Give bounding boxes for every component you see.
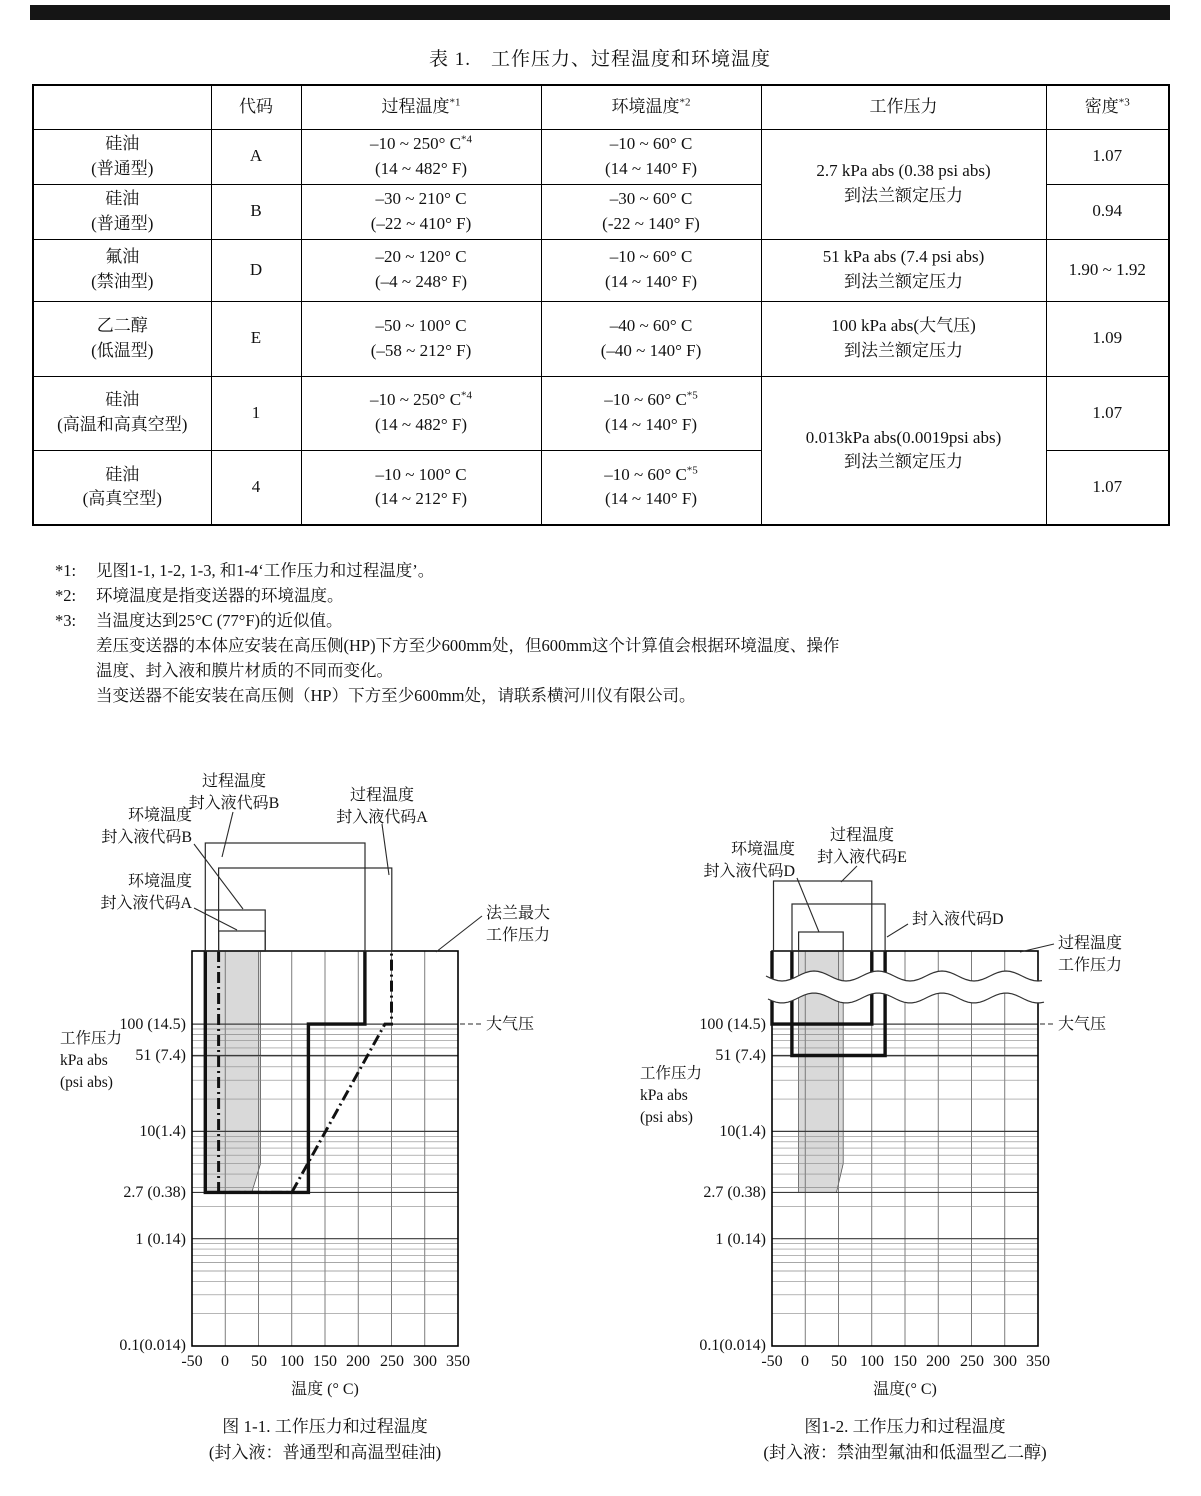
x-tick-label: 100: [280, 1353, 304, 1370]
y-tick-label: 1 (0.14): [715, 1231, 766, 1248]
y-axis-title: 工作压力: [640, 1065, 703, 1082]
y-tick-label: 2.7 (0.38): [703, 1184, 766, 1201]
cell-process-temp: –10 ~ 250° $C^{*4}$ (14 ~ 482° F): [301, 376, 541, 450]
header-ambient-temp: 环境温度$^{*2}$: [541, 85, 761, 129]
temp-box-code-D: [792, 904, 885, 951]
cell-ambient-temp: –10 ~ 60° C (14 ~ 140° F): [541, 239, 761, 301]
cell-process-temp: –50 ~ 100° C (–58 ~ 212° F): [301, 301, 541, 376]
cell-code: E: [211, 301, 301, 376]
callout-ambient-temp-B: 环境温度: [127, 807, 192, 824]
cell-fluid-name: 氟油 (禁油型): [33, 239, 211, 301]
cell-process-temp: –30 ~ 210° C (–22 ~ 410° F): [301, 184, 541, 239]
spec-table: [32, 84, 1170, 526]
footnote-3-continued: 差压变送器的本体应安装在高压侧(HP)下方至少600mm处，但600mm这个计算值会根据环境温度、操作: [96, 636, 840, 655]
x-tick-label: -50: [761, 1353, 783, 1370]
cell-ambient-temp: –10 ~ 60° C (14 ~ 140° F): [541, 129, 761, 184]
header-blank: [33, 85, 211, 129]
y-tick-label: 1 (0.14): [135, 1231, 186, 1248]
x-tick-label: 50: [251, 1353, 267, 1370]
x-tick-label: -50: [181, 1353, 203, 1370]
cell-density: 1.90 ~ 1.92: [1046, 239, 1169, 301]
leader-line: [194, 908, 237, 930]
figure-1-1-chart: [30, 748, 610, 1488]
table-title: 表 1. 工作压力、过程温度和环境温度: [428, 49, 771, 70]
table-row: [33, 301, 1169, 376]
cell-density: 0.94: [1046, 184, 1169, 239]
footnote-2: *2: 环境温度是指变送器的环境温度。: [55, 586, 344, 605]
x-tick-label: 300: [993, 1353, 1017, 1370]
callout-process-temp-E: 过程温度: [829, 827, 895, 844]
callout-process-temp-E: 封入液代码E: [817, 849, 907, 866]
callout-process-temp-B: 过程温度: [201, 773, 267, 790]
leader-line: [382, 824, 389, 875]
y-tick-label: 100 (14.5): [699, 1016, 766, 1033]
leader-line: [222, 812, 233, 857]
x-tick-label: 350: [1026, 1353, 1050, 1370]
leader-line: [797, 878, 819, 932]
x-axis-title: 温度 (° C): [291, 1381, 359, 1398]
y-axis-title: (psi abs): [60, 1074, 113, 1091]
x-tick-label: 100: [860, 1353, 884, 1370]
cell-code: 4: [211, 450, 301, 525]
x-tick-label: 150: [313, 1353, 337, 1370]
figure-caption-sub: (封入液：普通型和高温型硅油): [208, 1443, 442, 1462]
y-tick-label: 51 (7.4): [135, 1047, 186, 1064]
y-tick-label: 0.1(0.014): [119, 1337, 186, 1354]
figure-caption: 图 1-1. 工作压力和过程温度: [222, 1417, 428, 1436]
cell-density: 1.07: [1046, 450, 1169, 525]
table-header-row: [33, 85, 1169, 129]
y-tick-label: 0.1(0.014): [699, 1337, 766, 1354]
y-tick-label: 2.7 (0.38): [123, 1184, 186, 1201]
footnote-3-continued: 温度、封入液和膜片材质的不同而变化。: [96, 661, 393, 680]
callout-atmospheric-pressure: 大气压: [1058, 1016, 1107, 1033]
table-row: [33, 129, 1169, 184]
process-temp-box-code-E: [774, 881, 872, 951]
cell-fluid-name: 硅油 (高真空型): [33, 450, 211, 525]
figures-row: [30, 748, 1201, 1488]
cell-density: 1.07: [1046, 376, 1169, 450]
cell-density: 1.09: [1046, 301, 1169, 376]
callout-flange-max-pressure: 法兰最大: [486, 905, 551, 922]
callout-process-temp-pressure: 工作压力: [1058, 957, 1123, 974]
callout-ambient-temp-B: 封入液代码B: [101, 829, 192, 846]
callout-ambient-temp-A: 封入液代码A: [100, 895, 192, 912]
cell-ambient-temp: –10 ~ 60° $C^{*5}$ (14 ~ 140° F): [541, 450, 761, 525]
y-tick-label: 10(1.4): [719, 1123, 766, 1140]
x-tick-label: 0: [221, 1353, 229, 1370]
cell-fluid-name: 乙二醇 (低温型): [33, 301, 211, 376]
x-tick-label: 350: [446, 1353, 470, 1370]
cell-ambient-temp: –30 ~ 60° C (-22 ~ 140° F): [541, 184, 761, 239]
x-tick-label: 200: [346, 1353, 370, 1370]
callout-atmospheric-pressure: 大气压: [486, 1016, 535, 1033]
y-axis-title: kPa abs: [640, 1087, 688, 1104]
callout-fill-code-D: 封入液代码D: [912, 911, 1004, 928]
cell-fluid-name: 硅油 (普通型): [33, 129, 211, 184]
header-density: 密度$^{*3}$: [1046, 85, 1169, 129]
cell-fluid-name: 硅油 (普通型): [33, 184, 211, 239]
figure-caption-sub: (封入液：禁油型氟油和低温型乙二醇): [763, 1443, 1047, 1462]
x-tick-label: 0: [801, 1353, 809, 1370]
cell-working-pressure: 2.7 kPa abs (0.38 psi abs) 到法兰额定压力: [761, 129, 1046, 239]
leader-line: [841, 866, 857, 882]
cell-working-pressure: 51 kPa abs (7.4 psi abs) 到法兰额定压力: [761, 239, 1046, 301]
x-tick-label: 250: [380, 1353, 404, 1370]
footnote-1: *1: 见图1-1, 1-2, 1-3, 和1-4‘工作压力和过程温度’。: [55, 561, 435, 580]
cell-working-pressure: 0.013kPa abs(0.0019psi abs) 到法兰额定压力: [761, 376, 1046, 525]
footnote-3: *3: 当温度达到25°C (77°F)的近似值。: [55, 611, 343, 630]
ambient-temperature-shaded-band: [207, 951, 261, 1192]
callout-process-temp-A: 封入液代码A: [336, 809, 428, 826]
table-row: [33, 376, 1169, 450]
callout-ambient-temp-D: 环境温度: [730, 841, 795, 858]
cell-ambient-temp: –40 ~ 60° C (–40 ~ 140° F): [541, 301, 761, 376]
x-tick-label: 150: [893, 1353, 917, 1370]
header-working-pressure: 工作压力: [761, 85, 1046, 129]
y-axis-title: 工作压力: [60, 1030, 123, 1047]
page-top-rule: [30, 5, 1170, 20]
callout-ambient-temp-A: 环境温度: [127, 873, 192, 890]
callout-process-temp-A: 过程温度: [349, 787, 415, 804]
cell-code: D: [211, 239, 301, 301]
y-tick-label: 51 (7.4): [715, 1047, 766, 1064]
x-tick-label: 200: [926, 1353, 950, 1370]
callout-ambient-temp-D: 封入液代码D: [703, 863, 795, 880]
header-code: 代码: [211, 85, 301, 129]
leader-line: [887, 924, 908, 937]
figure-1-2-chart: [610, 748, 1201, 1488]
callout-process-temp-pressure: 过程温度: [1058, 935, 1123, 952]
x-tick-label: 300: [413, 1353, 437, 1370]
cell-ambient-temp: –10 ~ 60° $C^{*5}$ (14 ~ 140° F): [541, 376, 761, 450]
cell-density: 1.07: [1046, 129, 1169, 184]
x-tick-label: 50: [831, 1353, 847, 1370]
y-axis-title: kPa abs: [60, 1052, 108, 1069]
x-axis-title: 温度(° C): [873, 1381, 937, 1398]
table-row: [33, 239, 1169, 301]
footnote-3-continued: 当变送器不能安装在高压侧（HP）下方至少600mm处，请联系横河川仪有限公司。: [96, 686, 696, 705]
header-process-temp: 过程温度$^{*1}$: [301, 85, 541, 129]
y-axis-title: (psi abs): [640, 1109, 693, 1126]
y-tick-label: 100 (14.5): [119, 1016, 186, 1033]
ambient-temp-box-code-D: [799, 932, 844, 951]
cell-working-pressure: 100 kPa abs(大气压) 到法兰额定压力: [761, 301, 1046, 376]
callout-flange-max-pressure: 工作压力: [486, 927, 551, 944]
cell-process-temp: –10 ~ 100° C (14 ~ 212° F): [301, 450, 541, 525]
leader-line: [436, 916, 482, 952]
x-tick-label: 250: [960, 1353, 984, 1370]
ambient-temp-box-code-A: [219, 931, 266, 951]
cell-code: A: [211, 129, 301, 184]
callout-process-temp-B: 封入液代码B: [188, 795, 280, 812]
cell-fluid-name: 硅油 (高温和高真空型): [33, 376, 211, 450]
cell-process-temp: –10 ~ 250° $C^{*4}$ (14 ~ 482° F): [301, 129, 541, 184]
cell-code: B: [211, 184, 301, 239]
footnotes: [55, 558, 839, 708]
figure-caption: 图1-2. 工作压力和过程温度: [804, 1417, 1006, 1436]
cell-process-temp: –20 ~ 120° C (–4 ~ 248° F): [301, 239, 541, 301]
y-tick-label: 10(1.4): [139, 1123, 186, 1140]
process-temp-box-code-B: [205, 843, 365, 951]
cell-code: 1: [211, 376, 301, 450]
